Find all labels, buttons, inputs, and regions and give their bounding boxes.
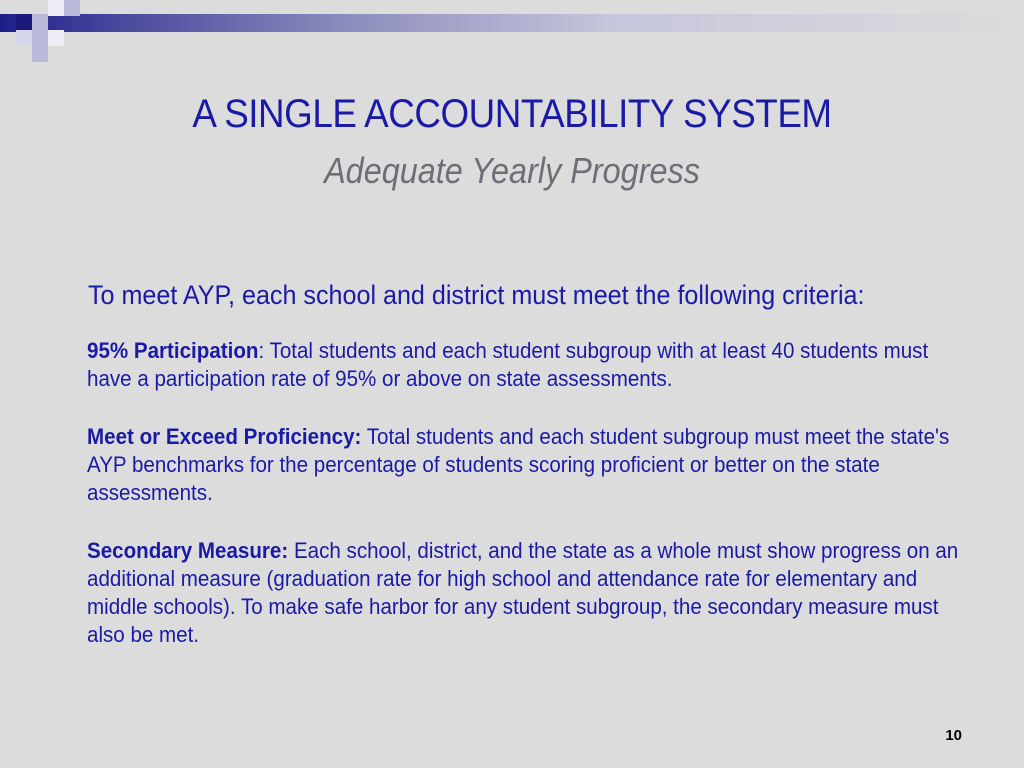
square-decoration xyxy=(32,46,48,62)
square-decoration xyxy=(16,30,32,46)
square-decoration xyxy=(32,30,48,46)
square-decoration xyxy=(48,0,64,16)
page-number: 10 xyxy=(945,727,962,744)
slide-title: A SINGLE ACCOUNTABILITY SYSTEM xyxy=(192,92,832,136)
criterion-proficiency xyxy=(87,423,966,507)
criterion-label: Secondary Measure: xyxy=(87,538,289,563)
criterion-text: Each school, district, and the state as a whole must show progress on an additional measure (graduation rate for high school and attendance rate for elementary and middle schools). To make safe harbor for any student subgroup, the secondary measure must also be met. xyxy=(87,538,959,647)
criterion-secondary-measure xyxy=(87,537,966,649)
intro-text: To meet AYP, each school and district must meet the following criteria: xyxy=(88,280,865,310)
top-decorative-band xyxy=(0,14,1024,32)
criterion-text: Total students and each student subgroup must meet the state's AYP benchmarks for the percentage of students scoring proficient or better on the state assessments. xyxy=(87,424,950,505)
square-decoration xyxy=(16,14,32,30)
criterion-separator: : xyxy=(258,338,270,363)
criterion-participation xyxy=(87,337,966,393)
criterion-text: Total students and each student subgroup with at least 40 students must have a participation rate of 95% or above on state assessments. xyxy=(87,338,929,391)
criterion-label: Meet or Exceed Proficiency: xyxy=(87,424,362,449)
square-decoration xyxy=(64,0,80,16)
criterion-label: 95% Participation xyxy=(87,338,259,363)
slide-subtitle: Adequate Yearly Progress xyxy=(324,150,700,191)
square-decoration xyxy=(32,14,48,30)
criteria-list xyxy=(87,337,967,679)
square-decoration xyxy=(48,30,64,46)
